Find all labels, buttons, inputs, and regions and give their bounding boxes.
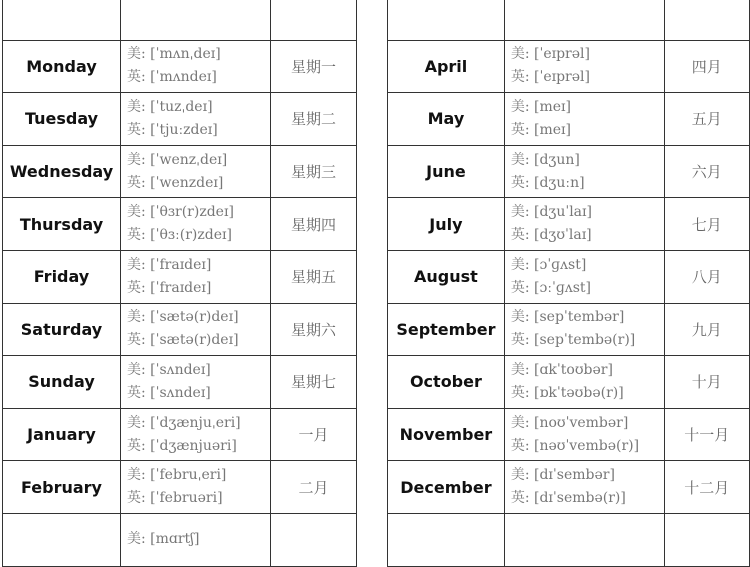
chinese-translation bbox=[271, 513, 357, 566]
pronunciation-cell bbox=[504, 93, 664, 146]
chinese-translation: 星期七 bbox=[271, 356, 357, 409]
column-gap bbox=[357, 0, 387, 500]
table-row bbox=[3, 40, 357, 93]
us-pronunciation: 美: [ˈθɜr(r)zdeɪ] bbox=[127, 204, 234, 221]
pronunciation-cell bbox=[121, 303, 271, 356]
pronunciation-cell bbox=[504, 0, 664, 40]
english-word: June bbox=[388, 145, 505, 198]
uk-pronunciation: 英: [dʒʊˈlaɪ] bbox=[510, 227, 592, 244]
english-word: Sunday bbox=[3, 356, 121, 409]
english-word: Wednesday bbox=[3, 145, 121, 198]
chinese-translation bbox=[664, 0, 749, 40]
us-pronunciation: 美: [ɑkˈtoʊbər] bbox=[510, 361, 613, 378]
pronunciation-cell bbox=[504, 408, 664, 461]
us-pronunciation: 美: [ˈwenzˌdeɪ] bbox=[127, 151, 228, 168]
english-word: Friday bbox=[3, 250, 121, 303]
uk-pronunciation: 英: [ˈwenzdeɪ] bbox=[127, 174, 224, 191]
english-word: Tuesday bbox=[3, 93, 121, 146]
table-row bbox=[3, 145, 357, 198]
pronunciation-cell bbox=[121, 40, 271, 93]
pronunciation-cell bbox=[504, 461, 664, 514]
chinese-translation: 一月 bbox=[271, 408, 357, 461]
english-word bbox=[3, 0, 121, 40]
uk-pronunciation: 英: [nəʊˈvembə(r)] bbox=[510, 437, 640, 454]
us-pronunciation: 美: [sepˈtembər] bbox=[510, 309, 625, 326]
pronunciation-cell bbox=[121, 250, 271, 303]
uk-pronunciation: 英: [ˈsʌndeɪ] bbox=[127, 384, 211, 401]
table-row bbox=[388, 356, 750, 409]
chinese-translation: 二月 bbox=[271, 461, 357, 514]
uk-pronunciation: 英: [sepˈtembə(r)] bbox=[510, 332, 636, 349]
us-pronunciation: 美: [meɪ] bbox=[510, 98, 571, 115]
uk-pronunciation: 英: [ˈtjuːzdeɪ] bbox=[127, 121, 218, 138]
uk-pronunciation: 英: [ˈsætə(r)deɪ] bbox=[127, 332, 239, 349]
pronunciation-cell bbox=[121, 408, 271, 461]
chinese-translation: 星期二 bbox=[271, 93, 357, 146]
english-word: December bbox=[388, 461, 505, 514]
us-pronunciation: 美: [ɔˈɡʌst] bbox=[510, 256, 587, 273]
uk-pronunciation: 英: [dɪˈsembə(r)] bbox=[510, 490, 626, 507]
chinese-translation: 九月 bbox=[664, 303, 749, 356]
table-row bbox=[3, 461, 357, 514]
english-word: Saturday bbox=[3, 303, 121, 356]
table-row bbox=[3, 198, 357, 251]
english-word: January bbox=[3, 408, 121, 461]
pronunciation-cell bbox=[504, 513, 664, 566]
chinese-translation: 十月 bbox=[664, 356, 749, 409]
table-row bbox=[388, 408, 750, 461]
uk-pronunciation: 英: [ˈdʒænjuəri] bbox=[127, 437, 237, 454]
uk-pronunciation: 英: [dʒuːn] bbox=[510, 174, 585, 191]
month-table-right bbox=[387, 0, 750, 567]
chinese-translation: 五月 bbox=[664, 93, 749, 146]
uk-pronunciation: 英: [meɪ] bbox=[510, 121, 571, 138]
weekday-month-table-left bbox=[2, 0, 357, 567]
chinese-translation: 六月 bbox=[664, 145, 749, 198]
english-word: October bbox=[388, 356, 505, 409]
us-pronunciation: 美: [ˈmʌnˌdeɪ] bbox=[127, 46, 221, 63]
uk-pronunciation: 英: [ɔːˈɡʌst] bbox=[510, 279, 592, 296]
pronunciation-cell bbox=[504, 198, 664, 251]
chinese-translation bbox=[271, 0, 357, 40]
english-word: April bbox=[388, 40, 505, 93]
uk-pronunciation: 英: [ˈfraɪdeɪ] bbox=[127, 279, 212, 296]
chinese-translation: 星期四 bbox=[271, 198, 357, 251]
chinese-translation: 星期六 bbox=[271, 303, 357, 356]
us-pronunciation: 美: [ˈfebruˌeri] bbox=[127, 467, 227, 484]
table-row bbox=[3, 250, 357, 303]
table-row bbox=[3, 303, 357, 356]
pronunciation-cell bbox=[121, 513, 271, 566]
english-word bbox=[388, 513, 505, 566]
chinese-translation: 星期三 bbox=[271, 145, 357, 198]
uk-pronunciation: 英: [ɒkˈtəʊbə(r)] bbox=[510, 384, 624, 401]
us-pronunciation: 美: [noʊˈvembər] bbox=[510, 414, 629, 431]
chinese-translation bbox=[664, 513, 749, 566]
uk-pronunciation: 英: [ˈmʌndeɪ] bbox=[127, 69, 217, 86]
pronunciation-cell bbox=[121, 145, 271, 198]
pronunciation-cell bbox=[504, 145, 664, 198]
table-row bbox=[388, 198, 750, 251]
english-word: July bbox=[388, 198, 505, 251]
pronunciation-cell bbox=[504, 250, 664, 303]
uk-pronunciation: 英: [ˈeɪprəl] bbox=[510, 69, 590, 86]
us-pronunciation: 美: [ˈsætə(r)deɪ] bbox=[127, 309, 239, 326]
table-row bbox=[3, 0, 357, 40]
us-pronunciation: 美: [dʒuˈlaɪ] bbox=[510, 204, 592, 221]
english-word: September bbox=[388, 303, 505, 356]
pronunciation-cell bbox=[121, 0, 271, 40]
chinese-translation: 八月 bbox=[664, 250, 749, 303]
table-row bbox=[388, 145, 750, 198]
us-pronunciation: 美: [ˈdʒænjuˌeri] bbox=[127, 414, 241, 431]
pronunciation-cell bbox=[121, 461, 271, 514]
chinese-translation: 七月 bbox=[664, 198, 749, 251]
english-word bbox=[388, 0, 505, 40]
pronunciation-cell bbox=[121, 356, 271, 409]
pronunciation-cell bbox=[121, 93, 271, 146]
chinese-translation: 十二月 bbox=[664, 461, 749, 514]
us-pronunciation: 美: [ˈeɪprəl] bbox=[510, 46, 590, 63]
english-word: February bbox=[3, 461, 121, 514]
chinese-translation: 星期一 bbox=[271, 40, 357, 93]
us-pronunciation: 美: [mɑrtʃ] bbox=[127, 531, 200, 548]
us-pronunciation: 美: [dɪˈsembər] bbox=[510, 467, 615, 484]
english-word: Thursday bbox=[3, 198, 121, 251]
table-row bbox=[3, 513, 357, 566]
table-row bbox=[388, 250, 750, 303]
us-pronunciation: 美: [dʒun] bbox=[510, 151, 580, 168]
table-row bbox=[388, 303, 750, 356]
english-word: August bbox=[388, 250, 505, 303]
table-row bbox=[388, 0, 750, 40]
pronunciation-cell bbox=[504, 303, 664, 356]
us-pronunciation: 美: [ˈtuzˌdeɪ] bbox=[127, 98, 213, 115]
table-row bbox=[388, 513, 750, 566]
pronunciation-cell bbox=[504, 356, 664, 409]
english-word: May bbox=[388, 93, 505, 146]
english-word: Monday bbox=[3, 40, 121, 93]
uk-pronunciation: 英: [ˈfebruəri] bbox=[127, 490, 223, 507]
table-row bbox=[388, 461, 750, 514]
table-row bbox=[388, 40, 750, 93]
chinese-translation: 四月 bbox=[664, 40, 749, 93]
us-pronunciation: 美: [ˈsʌndeɪ] bbox=[127, 361, 211, 378]
english-word: November bbox=[388, 408, 505, 461]
uk-pronunciation: 英: [ˈθɜː(r)zdeɪ] bbox=[127, 227, 232, 244]
table-row bbox=[3, 356, 357, 409]
table-row bbox=[3, 408, 357, 461]
chinese-translation: 星期五 bbox=[271, 250, 357, 303]
table-row bbox=[3, 93, 357, 146]
table-row bbox=[388, 93, 750, 146]
english-word bbox=[3, 513, 121, 566]
pronunciation-cell bbox=[504, 40, 664, 93]
pronunciation-cell bbox=[121, 198, 271, 251]
us-pronunciation: 美: [ˈfraɪdeɪ] bbox=[127, 256, 212, 273]
chinese-translation: 十一月 bbox=[664, 408, 749, 461]
